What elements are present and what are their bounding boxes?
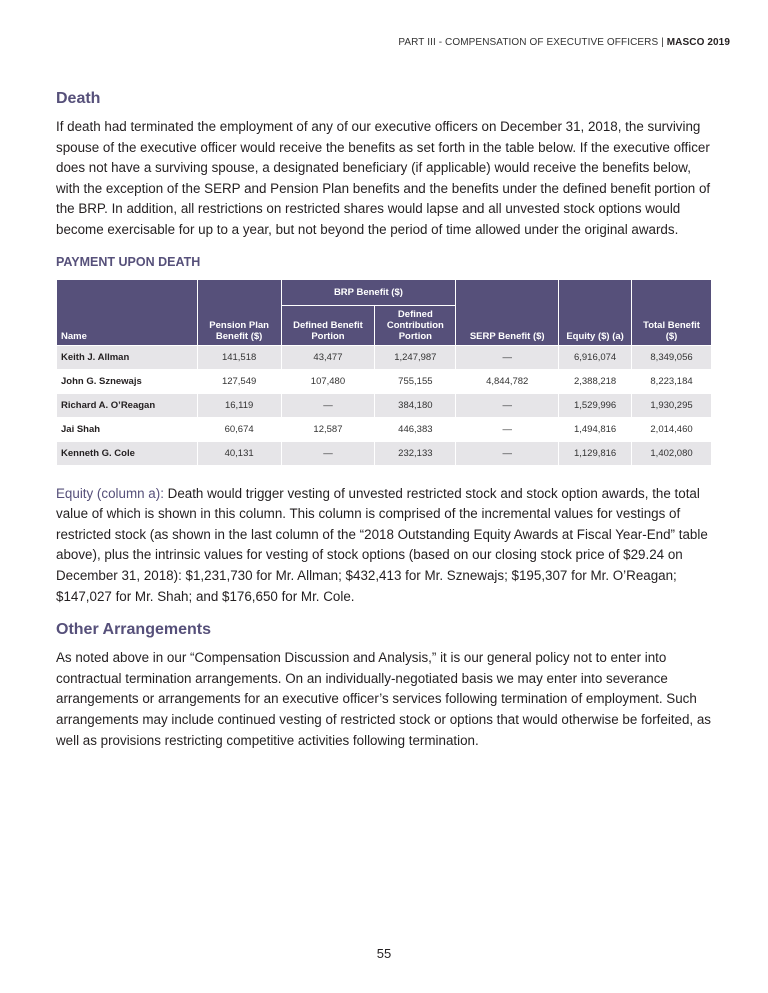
col-header-defined-contribution: Defined Contribution Portion bbox=[375, 305, 456, 345]
equity-note bbox=[56, 484, 716, 608]
equity-note-body: Death would trigger vesting of unvested restricted stock and stock option awards, the total value of which is shown in this column. This column is comprised of the incremental values for vestings of restricted stock (as shown in the last column of the “2018 Outstanding Equity Awards at Fiscal Year-End” table above), plus the intrinsic values for vesting of stock options (based on our closing stock price of $29.24 on December 31, 2018): $1,231,730 for Mr. Allman; $432,413 for Mr. Sznewajs; $195,307 for Mr. O’Reagan; $147,027 for Mr. Shah; and $176,650 for Mr. Cole. bbox=[56, 485, 708, 604]
table-cell: 1,930,295 bbox=[632, 393, 712, 417]
running-header bbox=[398, 37, 730, 48]
table-cell: 232,133 bbox=[375, 441, 456, 465]
death-heading: Death bbox=[56, 90, 101, 107]
table-cell: 8,349,056 bbox=[632, 345, 712, 369]
officer-name: John G. Sznewajs bbox=[57, 369, 198, 393]
table-cell: — bbox=[456, 441, 559, 465]
table-cell: 1,247,987 bbox=[375, 345, 456, 369]
table-cell: 2,014,460 bbox=[632, 417, 712, 441]
table-cell: — bbox=[281, 441, 375, 465]
section-title: PART III - COMPENSATION OF EXECUTIVE OFFICERS bbox=[398, 37, 659, 48]
table-cell: 384,180 bbox=[375, 393, 456, 417]
table-cell: 1,529,996 bbox=[559, 393, 632, 417]
table-cell: 107,480 bbox=[281, 369, 375, 393]
equity-note-lead: Equity (column a): bbox=[56, 485, 164, 501]
table-cell: 40,131 bbox=[197, 441, 281, 465]
table-cell: 446,383 bbox=[375, 417, 456, 441]
table-row bbox=[57, 417, 712, 441]
payment-table bbox=[56, 279, 712, 466]
brand-label: MASCO 2019 bbox=[666, 37, 730, 48]
table-cell: 16,119 bbox=[197, 393, 281, 417]
group-header-brp: BRP Benefit ($) bbox=[281, 279, 456, 305]
table-cell: 4,844,782 bbox=[456, 369, 559, 393]
table-cell: — bbox=[456, 393, 559, 417]
table-cell: 6,916,074 bbox=[559, 345, 632, 369]
col-header-pension: Pension Plan Benefit ($) bbox=[197, 279, 281, 345]
other-arrangements-heading: Other Arrangements bbox=[56, 621, 211, 639]
officer-name: Kenneth G. Cole bbox=[57, 441, 198, 465]
table-row bbox=[57, 393, 712, 417]
table-cell: — bbox=[456, 345, 559, 369]
table-cell: 141,518 bbox=[197, 345, 281, 369]
officer-name: Jai Shah bbox=[57, 417, 198, 441]
table-cell: 127,549 bbox=[197, 369, 281, 393]
col-header-equity: Equity ($) (a) bbox=[559, 279, 632, 345]
table-cell: 12,587 bbox=[281, 417, 375, 441]
col-header-total: Total Benefit ($) bbox=[632, 279, 712, 345]
col-header-name: Name bbox=[57, 279, 198, 345]
table-row bbox=[57, 345, 712, 369]
main-content bbox=[56, 90, 716, 751]
table-cell: 8,223,184 bbox=[632, 369, 712, 393]
col-header-serp: SERP Benefit ($) bbox=[456, 279, 559, 345]
table-row bbox=[57, 441, 712, 465]
col-header-defined-benefit: Defined Benefit Portion bbox=[281, 305, 375, 345]
header-separator: | bbox=[661, 37, 664, 48]
table-cell: — bbox=[456, 417, 559, 441]
other-arrangements-paragraph: As noted above in our “Compensation Discussion and Analysis,” it is our general policy not to enter into contractual termination arrangements. On an individually-negotiated basis we may enter into severance arrangements or arrangements for an executive officer’s services following termination of employment. Such arrangements may include continued vesting of restricted stock or options that would otherwise be forfeited, as well as provisions restricting competitive activities following termination. bbox=[56, 650, 712, 748]
table-cell: 1,494,816 bbox=[559, 417, 632, 441]
table-cell: 1,129,816 bbox=[559, 441, 632, 465]
table-cell: — bbox=[281, 393, 375, 417]
table-cell: 43,477 bbox=[281, 345, 375, 369]
table-cell: 755,155 bbox=[375, 369, 456, 393]
table-cell: 2,388,218 bbox=[559, 369, 632, 393]
death-paragraph: If death had terminated the employment of any of our executive officers on December 31, 2018, the surviving spouse of the executive officer would receive the benefits as set forth in the table below. If the executive officer does not have a surviving spouse, a designated beneficiary (if applicable) would receive the benefits below, with the exception of the SERP and Pension Plan benefits and the benefits under the defined benefit portion of the BRP. In addition, all restrictions on restricted shares would lapse and all unvested stock options would become exercisable for up to a year, but not beyond the period of time allowed under the original awards. bbox=[56, 119, 711, 237]
page-number: 55 bbox=[376, 946, 392, 961]
officer-name: Keith J. Allman bbox=[57, 345, 198, 369]
table-title: PAYMENT UPON DEATH bbox=[56, 254, 201, 269]
officer-name: Richard A. O’Reagan bbox=[57, 393, 198, 417]
table-cell: 60,674 bbox=[197, 417, 281, 441]
table-row bbox=[57, 369, 712, 393]
table-cell: 1,402,080 bbox=[632, 441, 712, 465]
